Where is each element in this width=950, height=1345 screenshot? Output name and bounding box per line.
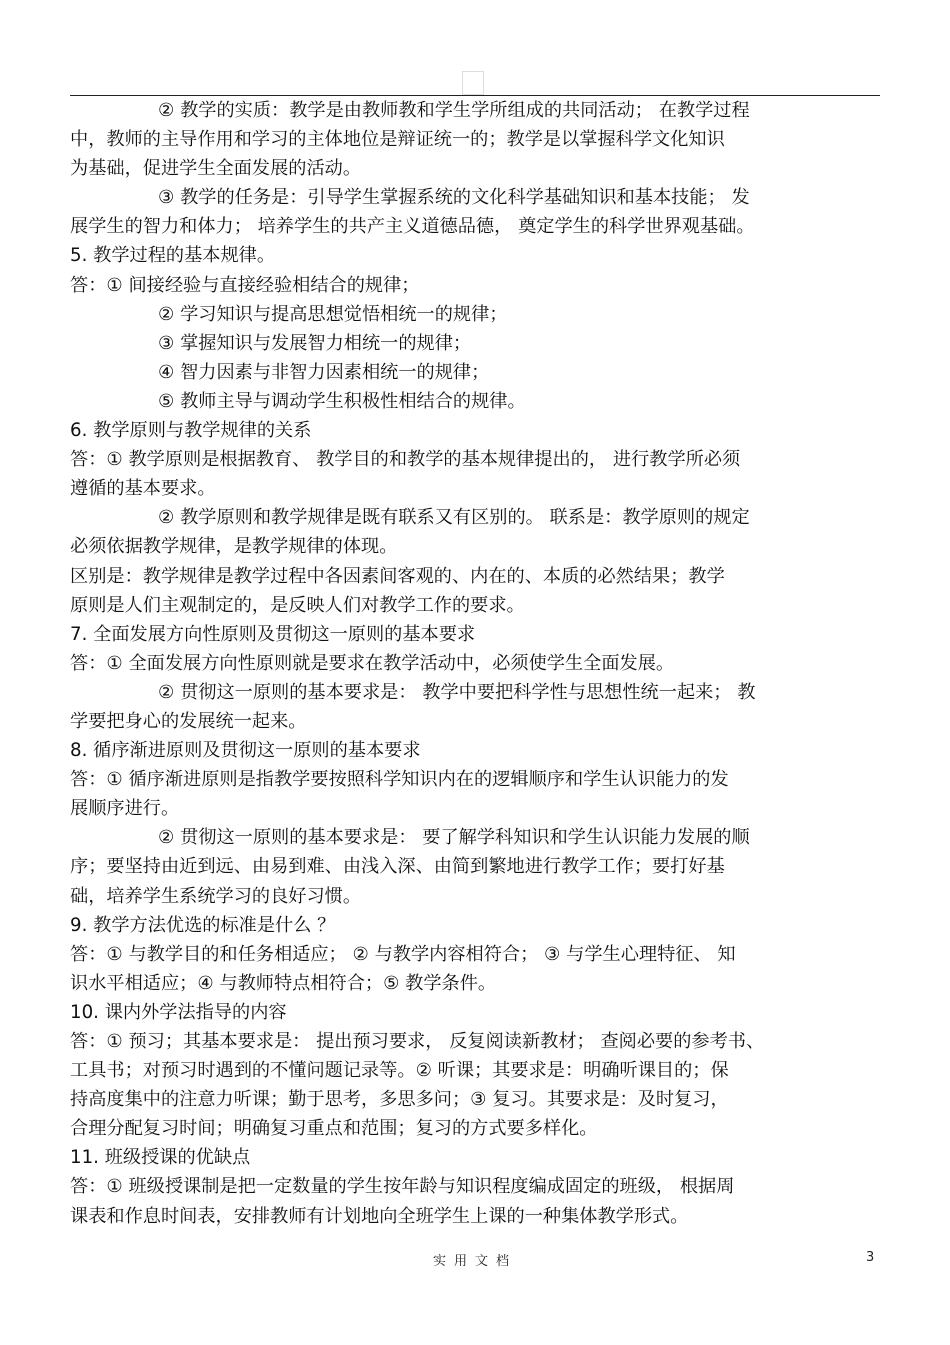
text-line: 原则是人们主观制定的，是反映人们对教学工作的要求。 — [70, 594, 525, 616]
page-number: 3 — [866, 1250, 875, 1265]
answer-line: 答：① 与教学目的和任务相适应； ② 与教学内容相符合； ③ 与学生心理特征、 知 — [70, 943, 736, 965]
footer-label: 实用文档 — [432, 1254, 517, 1269]
text-line: ③ 掌握知识与发展智力相统一的规律； — [158, 332, 472, 354]
answer-line: 答：① 全面发展方向性原则就是要求在教学活动中，必须使学生全面发展。 — [70, 652, 675, 674]
text-line: 展学生的智力和体力； 培养学生的共产主义道德品德， 奠定学生的科学世界观基础。 — [70, 216, 755, 238]
page-corner-mark — [462, 71, 484, 95]
answer-line: 答：① 间接经验与直接经验相结合的规律； — [70, 274, 420, 296]
question-heading: 11. 班级授课的优缺点 — [70, 1147, 251, 1169]
question-heading: 6. 教学原则与教学规律的关系 — [70, 420, 312, 442]
text-line: 必须依据教学规律，是教学规律的体现。 — [70, 536, 398, 558]
text-line: 展顺序进行。 — [70, 798, 180, 820]
text-line: 中，教师的主导作用和学习的主体地位是辩证统一的；教学是以掌握科学文化知识 — [70, 129, 725, 151]
question-heading: 5. 教学过程的基本规律。 — [70, 245, 276, 267]
answer-line: 答：① 预习；其基本要求是： 提出预习要求， 反复阅读新教材； 查阅必要的参考书、 — [70, 1031, 765, 1052]
answer-line: 答：① 班级授课制是把一定数量的学生按年龄与知识程度编成固定的班级， 根据周 — [70, 1176, 735, 1198]
text-line: ② 学习知识与提高思想觉悟相统一的规律； — [158, 303, 508, 325]
text-line: ② 贯彻这一原则的基本要求是： 要了解学科知识和学生认识能力发展的顺 — [158, 827, 750, 849]
text-line: 持高度集中的注意力听课；勤于思考，多思多问；③ 复习。其要求是：及时复习， — [70, 1089, 729, 1111]
question-heading: 8. 循序渐进原则及贯彻这一原则的基本要求 — [70, 740, 421, 762]
text-line: 遵循的基本要求。 — [70, 478, 216, 500]
text-line: ③ 教学的任务是：引导学生掌握系统的文化科学基础知识和基本技能； 发 — [158, 187, 750, 209]
text-line: ② 教学原则和教学规律是既有联系又有区别的。 联系是：教学原则的规定 — [158, 507, 750, 529]
text-line: 序；要坚持由近到远、由易到难、由浅入深、由简到繁地进行教学工作；要打好基 — [70, 856, 725, 878]
text-line: 为基础，促进学生全面发展的活动。 — [70, 158, 362, 180]
text-line: ⑤ 教师主导与调动学生积极性相结合的规律。 — [158, 390, 526, 412]
text-line: ② 贯彻这一原则的基本要求是： 教学中要把科学性与思想性统一起来； 教 — [158, 681, 756, 703]
text-line: ② 教学的实质：教学是由教师教和学生学所组成的共同活动； 在教学过程 — [158, 100, 750, 121]
text-line: 础，培养学生系统学习的良好习惯。 — [70, 885, 362, 907]
question-heading: 7. 全面发展方向性原则及贯彻这一原则的基本要求 — [70, 623, 476, 645]
question-heading: 10. 课内外学法指导的内容 — [70, 1001, 287, 1023]
text-line: 识水平相适应；④ 与教师特点相符合；⑤ 教学条件。 — [70, 972, 497, 994]
text-line: ④ 智力因素与非智力因素相统一的规律； — [158, 361, 490, 383]
text-line: 学要把身心的发展统一起来。 — [70, 710, 307, 732]
text-line: 工具书；对预习时遇到的不懂问题记录等。② 听课；其要求是：明确听课目的；保 — [70, 1060, 729, 1082]
text-line: 合理分配复习时间；明确复习重点和范围；复习的方式要多样化。 — [70, 1118, 598, 1140]
text-line: 课表和作息时间表，安排教师有计划地向全班学生上课的一种集体教学形式。 — [70, 1205, 689, 1227]
answer-line: 答：① 教学原则是根据教育、 教学目的和教学的基本规律提出的， 进行教学所必须 — [70, 449, 741, 471]
answer-line: 答：① 循序渐进原则是指教学要按照科学知识内在的逻辑顺序和学生认识能力的发 — [70, 769, 729, 791]
document-body — [70, 96, 880, 1231]
question-heading: 9. 教学方法优选的标准是什么 ？ — [70, 914, 336, 936]
text-line: 区别是：教学规律是教学过程中各因素间客观的、内在的、本质的必然结果；教学 — [70, 565, 725, 587]
